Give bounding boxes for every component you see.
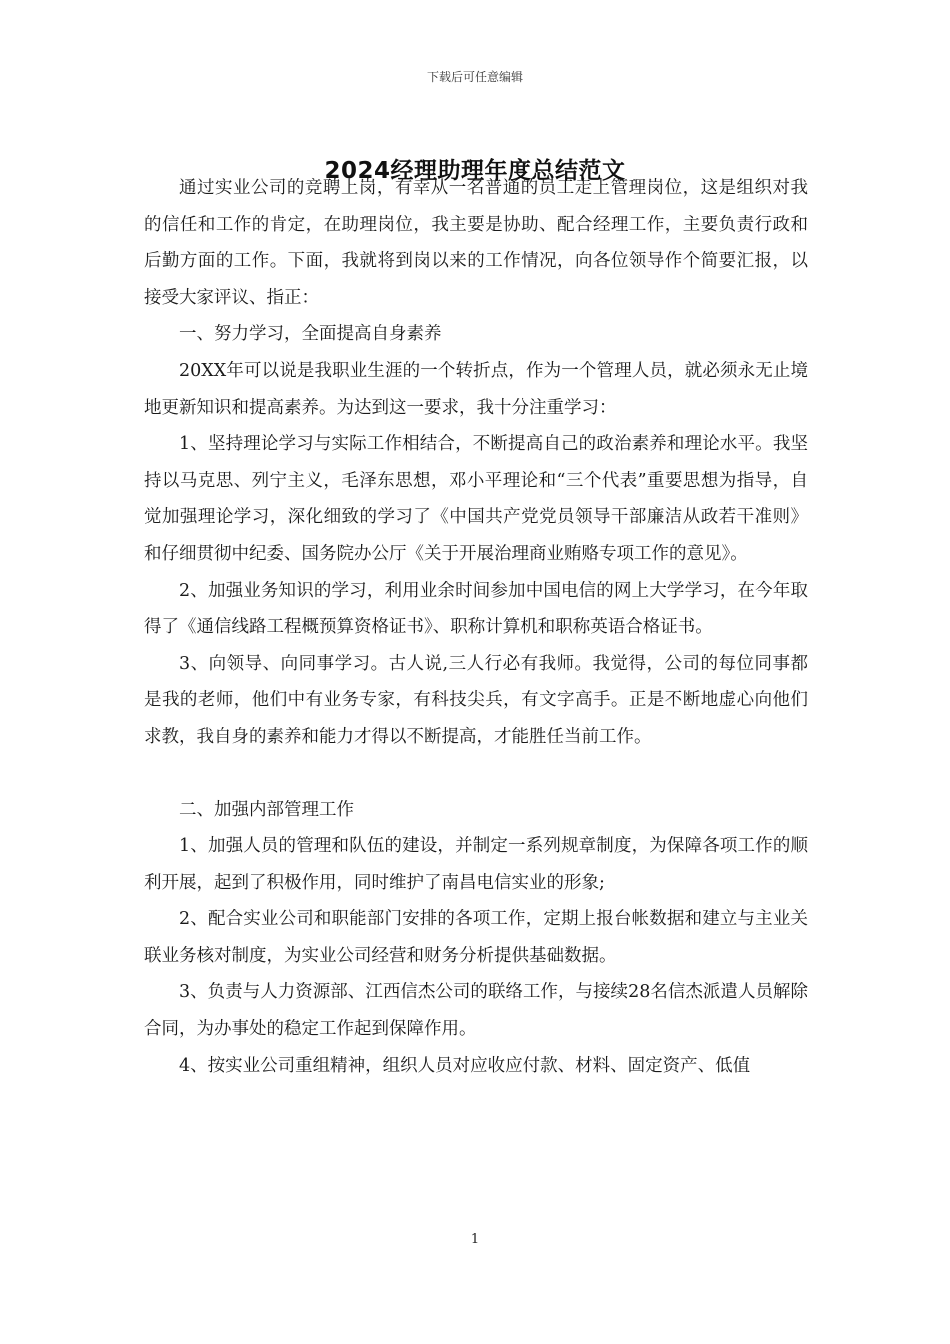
paragraph: 2、配合实业公司和职能部门安排的各项工作，定期上报台帐数据和建立与主业关联业务核对制度，为实业公司经营和财务分析提供基础数据。: [144, 909, 808, 966]
paragraph: 2、加强业务知识的学习，利用业余时间参加中国电信的网上大学学习，在今年取得了《通信线路工程概预算资格证书》、职称计算机和职称英语合格证书。: [144, 580, 808, 638]
document-body: [144, 170, 808, 1084]
paragraph: 4、按实业公司重组精神，组织人员对应收应付款、材料、固定资产、低值: [179, 1055, 751, 1076]
section-heading: 一、努力学习，全面提高自身素养: [179, 324, 442, 345]
document-title: 2024经理助理年度总结范文: [324, 158, 626, 184]
header-note: 下载后可任意编辑: [426, 70, 523, 84]
paragraph: 3、负责与人力资源部、江西信杰公司的联络工作，与接续28名信杰派遣人员解除合同，为办事处的稳定工作起到保障作用。: [144, 982, 808, 1040]
section-heading: 二、加强内部管理工作: [179, 799, 354, 820]
paragraph: 20XX年可以说是我职业生涯的一个转折点，作为一个管理人员，就必须永无止境地更新知识和提高素养。为达到这一要求，我十分注重学习：: [144, 360, 808, 418]
page-number: 1: [470, 1232, 480, 1247]
paragraph: 1、坚持理论学习与实际工作相结合，不断提高自己的政治素养和理论水平。我坚持以马克思、列宁主义，毛泽东思想，邓小平理论和“三个代表”重要思想为指导，自觉加强理论学习，深化细致的学习了《中国共产党党员领导干部廉洁从政若干准则》和仔细贯彻中纪委、国务院办公厅《关于开展治理商业贿赂专项工作的意见》。: [144, 434, 808, 564]
paragraph: 3、向领导、向同事学习。古人说,三人行必有我师。我觉得，公司的每位同事都是我的老师，他们中有业务专家，有科技尖兵，有文字高手。正是不断地虚心向他们求教，我自身的素养和能力才得以不断提高，才能胜任当前工作。: [144, 653, 808, 747]
paragraph: 1、加强人员的管理和队伍的建设，并制定一系列规章制度，为保障各项工作的顺利开展，起到了积极作用，同时维护了南昌电信实业的形象;: [144, 836, 808, 893]
paragraph: 通过实业公司的竞聘上岗，有幸从一名普通的员工走上管理岗位，这是组织对我的信任和工作的肯定，在助理岗位，我主要是协助、配合经理工作，主要负责行政和后勤方面的工作。下面，我就将到岗以来的工作情况，向各位领导作个简要汇报，以接受大家评议、指正：: [144, 178, 808, 308]
